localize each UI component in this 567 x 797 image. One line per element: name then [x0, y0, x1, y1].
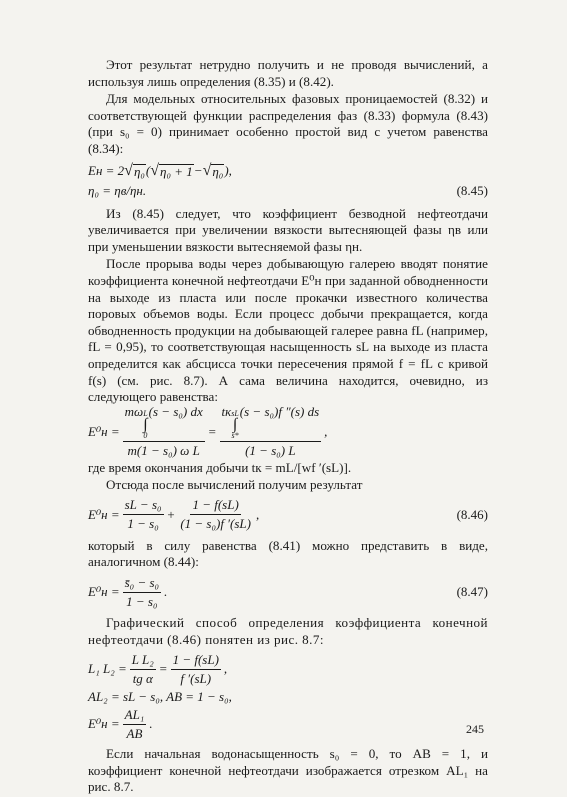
eq-g-l1-lhs: L₁ L₂ =: [88, 661, 127, 677]
eq-e-equals: =: [207, 423, 217, 439]
eq-845-paren: (: [145, 162, 151, 178]
paragraph-6: Отсюда после вычислений получим результат: [106, 477, 363, 493]
eq-g-l3-tail: .: [149, 716, 153, 732]
eq-846-tail: ,: [255, 506, 260, 522]
eq-847-lhs: E⁰н =: [88, 584, 120, 600]
eq-845-end: ),: [224, 162, 232, 178]
page-number: 245: [466, 722, 484, 736]
paragraph-1: Этот результат нетрудно получить и не проводя вычислений, а используя лишь определения (8.35) и (8.42).: [88, 57, 488, 89]
eq-g-line2: AL₂ = sL − s₀, AB = 1 − s₀,: [88, 689, 232, 705]
eq-g-l1-tail: ,: [223, 661, 228, 677]
frac-g-1: $\frac{\text{L L₂}}{\text{tg α}}$: [131, 651, 154, 686]
equation-number-847: (8.47): [456, 584, 488, 600]
frac-2: tк sL ∫ s* (s − s₀)f ″(s) ds (1 − s₀) L: [221, 404, 320, 459]
equation-8-47: [88, 574, 488, 610]
paragraph-3: Из (8.45) следует, что коэффициент безводной нефтеотдачи увеличивается при увеличении вязкости вытесняющей фазы ηв или при уменьшении вязкости вытесняемой фазы ηн.: [88, 205, 488, 254]
sqrt-eta0-2: √ η₀: [202, 161, 224, 179]
eq-g-l1-equals: =: [158, 661, 168, 677]
eq-847-tail: .: [164, 584, 168, 600]
sqrt-eta0-plus-1: √ η₀ + 1: [150, 161, 193, 179]
paragraph-4: После прорыва воды через добывающую галерею вводят понятие коэффициента конечной нефтеотдачи E⁰н при заданной обводненности на выходе из пласта или после прокачки известного количества поровых объемов воды. Если процесс добычи прекращается, когда обводненность продукции на добывающей галерее равна fL (например, fL = 0,95), то соответствующая насыщенность sL на выходе из пласта определится как абсцисса точки пересечения прямой f = fL с кривой f(s) (см. рис. 8.7). А сама величина находится, очевидно, из следующего равенства:: [88, 256, 488, 405]
paragraph-8: Графический способ определения коэффициента конечной нефтеотдачи (8.46) понятен из рис. 8.7:: [88, 615, 488, 647]
eq-846-lhs: E⁰н =: [88, 506, 120, 522]
equation-8-46: [88, 497, 488, 533]
frac-846-1: $\frac{\text{sL − s₀}}{\text{1 − s₀}}$: [124, 497, 162, 532]
equation-8-45: [88, 161, 488, 201]
frac-g-3: $\frac{\text{AL₁}}{AB}$: [124, 706, 145, 741]
frac-847: $\frac{\text{s̄₀ − s₀}}{\text{1 − s₀}}$: [124, 574, 160, 609]
eq-846-plus: +: [166, 506, 176, 522]
paragraph-7: который в силу равенства (8.41) можно представить в виде, аналогичном (8.44):: [88, 537, 488, 570]
eq-845-line2: η₀ = ηв/ηн.: [88, 182, 147, 198]
frac-g-2: $\frac{1 - f(sL)}{f '(sL)}$: [172, 651, 219, 686]
paragraph-9: Если начальная водонасыщенность s₀ = 0, то AB = 1, и коэффициент конечной нефтеотдачи изображается отрезком AL₁ на рис. 8.7.: [88, 746, 488, 795]
frac-846-2: $\frac{1 - f(sL)}{\text{(1 − s₀)f ′(sL)}}$: [180, 497, 251, 532]
equation-graphical: [88, 651, 488, 741]
eq-g-l3-lhs: E⁰н =: [88, 716, 120, 732]
paragraph-2: Для модельных относительных фазовых проницаемостей (8.32) и соответствующей функции распределения фаз (8.33) формула (8.43) (при s₀ = 0) принимает особенно простой вид с учетом равенства (8.34):: [88, 91, 488, 156]
eq-e-tail: ,: [324, 423, 328, 439]
equation-number-846: (8.46): [456, 506, 488, 522]
paragraph-5: где время окончания добычи tк = mL/[wf ′(sL)].: [88, 459, 352, 475]
equation-final-recovery: [88, 404, 488, 459]
eq-845-lhs: Eн = 2: [88, 162, 125, 178]
text-column: [88, 57, 488, 797]
frac-1: mω L ∫ 0 (s − s₀) dx m(1 − s₀) ω L: [124, 404, 203, 459]
equation-number-845: (8.45): [456, 182, 488, 198]
eq-845-minus: −: [193, 162, 203, 178]
eq-e-lhs: E⁰н =: [88, 423, 120, 439]
sqrt-eta0: √ η₀: [124, 161, 145, 179]
